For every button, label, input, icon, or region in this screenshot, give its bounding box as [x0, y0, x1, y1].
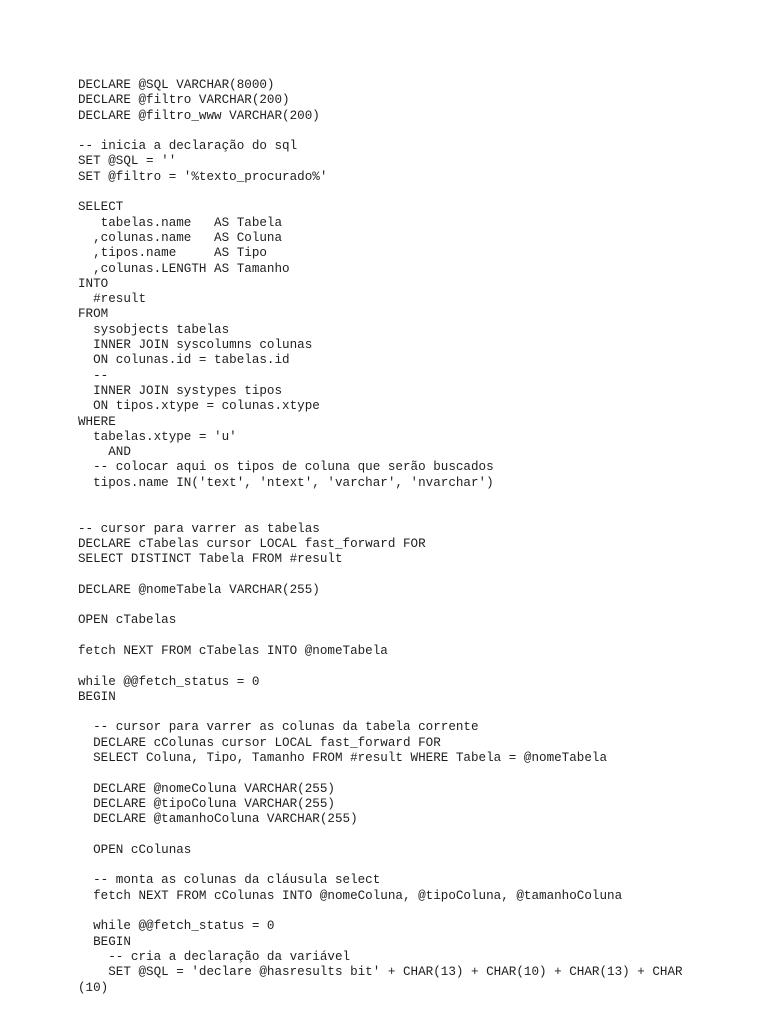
code-line: INNER JOIN syscolumns colunas — [78, 338, 313, 353]
code-line: WHERE — [78, 414, 116, 429]
code-line: INTO — [78, 276, 109, 291]
code-line — [78, 506, 718, 521]
code-line — [78, 659, 718, 674]
code-line: DECLARE @nomeTabela VARCHAR(255) — [78, 582, 320, 597]
code-line: FROM — [78, 307, 109, 322]
code-line: ,colunas.LENGTH AS Tamanho — [78, 261, 290, 276]
code-line: INNER JOIN systypes tipos — [78, 383, 283, 398]
code-line: -- inicia a declaração do sql — [78, 139, 298, 154]
code-line: OPEN cTabelas — [78, 613, 177, 628]
code-line: fetch NEXT FROM cTabelas INTO @nomeTabela — [78, 643, 388, 658]
code-line: DECLARE @tipoColuna VARCHAR(255) — [78, 796, 335, 811]
code-line — [78, 858, 718, 873]
code-line — [78, 185, 718, 200]
code-line: SET @SQL = 'declare @hasresults bit' + CHAR(13) + CHAR(10) + CHAR(13) + CHAR — [78, 965, 683, 980]
code-line: DECLARE cColunas cursor LOCAL fast_forward FOR — [78, 735, 441, 750]
code-line: -- — [78, 368, 109, 383]
code-line: SET @filtro = '%texto_procurado%' — [78, 169, 328, 184]
sql-code-block — [78, 78, 718, 996]
code-line: ON colunas.id = tabelas.id — [78, 353, 290, 368]
code-line: ,tipos.name AS Tipo — [78, 246, 267, 261]
code-line: SELECT Coluna, Tipo, Tamanho FROM #result WHERE Tabela = @nomeTabela — [78, 751, 608, 766]
code-line: while @@fetch_status = 0 — [78, 674, 260, 689]
code-line — [78, 705, 718, 720]
code-line — [78, 766, 718, 781]
code-line: tabelas.xtype = 'u' — [78, 429, 237, 444]
code-line: ,colunas.name AS Coluna — [78, 230, 283, 245]
code-line: OPEN cColunas — [78, 842, 192, 857]
code-line: -- cursor para varrer as colunas da tabela corrente — [78, 720, 479, 735]
code-line: DECLARE @nomeColuna VARCHAR(255) — [78, 781, 335, 796]
code-line: -- cursor para varrer as tabelas — [78, 521, 320, 536]
code-line: ON tipos.xtype = colunas.xtype — [78, 399, 320, 414]
code-line: AND — [78, 445, 131, 460]
code-line: #result — [78, 292, 147, 307]
code-line — [78, 629, 718, 644]
code-line: tabelas.name AS Tabela — [78, 215, 283, 230]
code-line: -- colocar aqui os tipos de coluna que serão buscados — [78, 460, 494, 475]
code-line: DECLARE cTabelas cursor LOCAL fast_forward FOR — [78, 536, 426, 551]
code-line — [78, 491, 718, 506]
code-line: while @@fetch_status = 0 — [78, 919, 275, 934]
code-line — [78, 568, 718, 583]
code-line: BEGIN — [78, 689, 116, 704]
code-line — [78, 124, 718, 139]
code-line — [78, 828, 718, 843]
code-line — [78, 904, 718, 919]
code-line: BEGIN — [78, 934, 131, 949]
code-line: tipos.name IN('text', 'ntext', 'varchar', 'nvarchar') — [78, 475, 494, 490]
code-line: SELECT — [78, 200, 124, 215]
code-line: sysobjects tabelas — [78, 322, 230, 337]
code-line: DECLARE @tamanhoColuna VARCHAR(255) — [78, 812, 358, 827]
code-line: -- monta as colunas da cláusula select — [78, 873, 381, 888]
code-line — [78, 598, 718, 613]
code-line: DECLARE @filtro VARCHAR(200) — [78, 93, 290, 108]
code-line: (10) — [78, 980, 109, 995]
code-line: SELECT DISTINCT Tabela FROM #result — [78, 552, 343, 567]
code-line: SET @SQL = '' — [78, 154, 177, 169]
code-line: DECLARE @SQL VARCHAR(8000) — [78, 78, 275, 92]
code-line: -- cria a declaração da variável — [78, 949, 351, 964]
code-line: fetch NEXT FROM cColunas INTO @nomeColuna, @tipoColuna, @tamanhoColuna — [78, 888, 623, 903]
code-line: DECLARE @filtro_www VARCHAR(200) — [78, 108, 320, 123]
